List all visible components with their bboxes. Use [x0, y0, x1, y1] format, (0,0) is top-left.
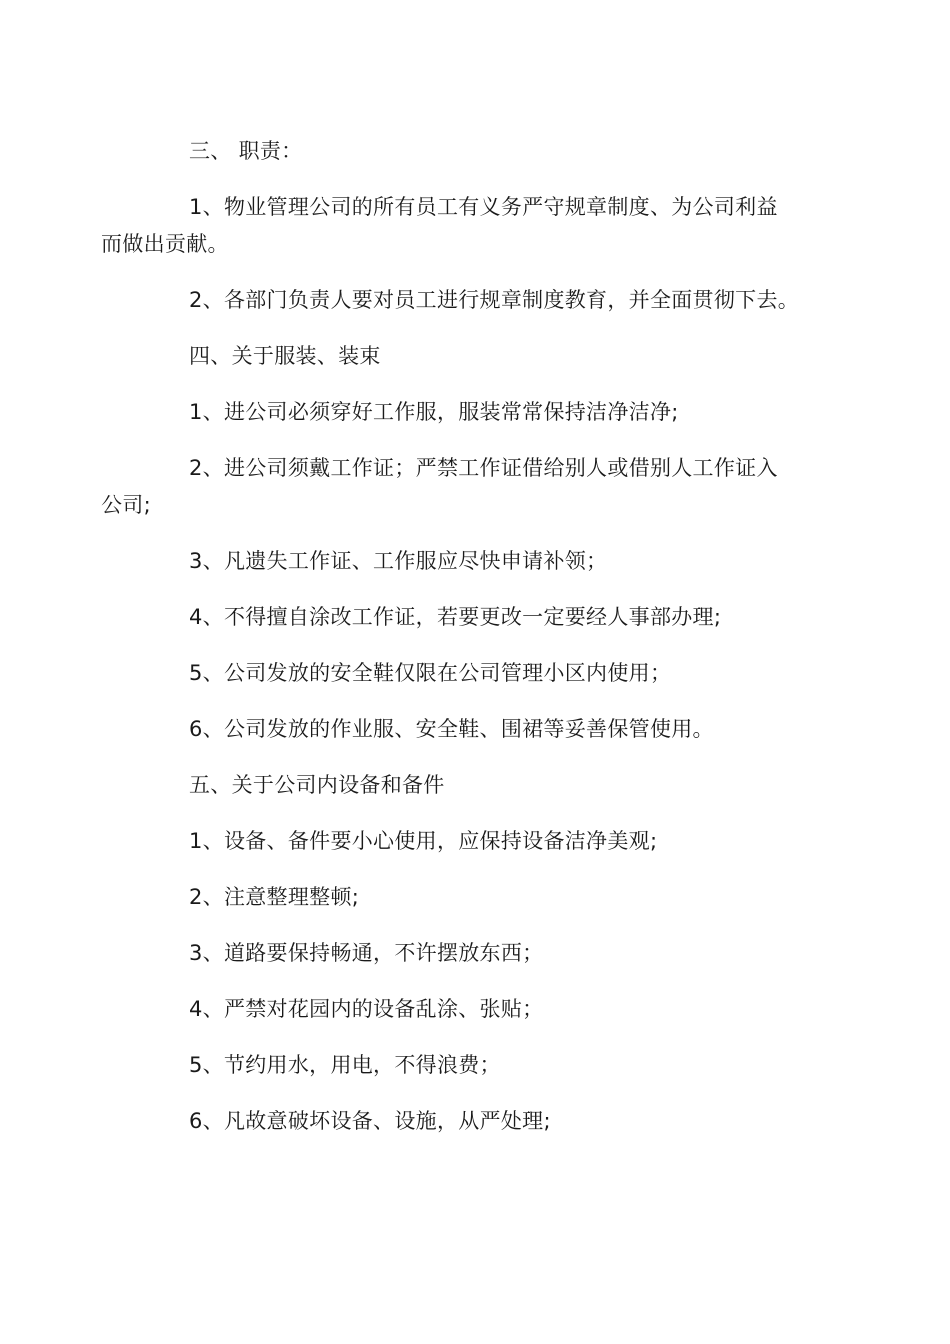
paragraph: [145, 599, 815, 636]
paragraph-line: 1、物业管理公司的所有员工有义务严守规章制度、为公司利益: [189, 195, 778, 219]
paragraph-line: 2、注意整理整顿;: [189, 885, 360, 909]
section-heading-responsibilities: [145, 133, 815, 170]
paragraph: [145, 1047, 815, 1084]
paragraph-line: 3、道路要保持畅通，不许摆放东西；: [189, 941, 544, 965]
section-heading-clothing: [145, 338, 815, 375]
paragraph: [145, 282, 815, 319]
paragraph-line: 1、设备、备件要小心使用，应保持设备洁净美观;: [189, 829, 658, 853]
paragraph-line: 四、关于服装、装束: [189, 344, 381, 368]
paragraph: [101, 189, 815, 263]
paragraph-line: 2、进公司须戴工作证；严禁工作证借给别人或借别人工作证入: [189, 456, 778, 480]
paragraph-line: 1、进公司必须穿好工作服，服装常常保持洁净洁净;: [189, 400, 679, 424]
paragraph-line: 五、关于公司内设备和备件: [189, 773, 445, 797]
section-heading-equipment: [145, 767, 815, 804]
paragraph-line: 4、不得擅自涂改工作证，若要更改一定要经人事部办理;: [189, 605, 722, 629]
paragraph: [145, 1103, 815, 1140]
paragraph-line: 3、凡遗失工作证、工作服应尽快申请补领；: [189, 549, 608, 573]
paragraph-line: 5、节约用水，用电，不得浪费；: [189, 1053, 501, 1077]
paragraph-line: 三、 职责：: [189, 139, 303, 163]
paragraph-line: 4、严禁对花园内的设备乱涂、张贴；: [189, 997, 544, 1021]
paragraph: [145, 991, 815, 1028]
paragraph: [145, 655, 815, 692]
paragraph-line: 而做出贡献。: [101, 232, 229, 256]
paragraph: [145, 879, 815, 916]
paragraph: [145, 543, 815, 580]
paragraph: [101, 450, 815, 524]
paragraph-line: 2、各部门负责人要对员工进行规章制度教育，并全面贯彻下去。: [189, 288, 800, 312]
document-body: [101, 133, 815, 1159]
paragraph: [145, 935, 815, 972]
paragraph: [145, 394, 815, 431]
paragraph: [145, 823, 815, 860]
paragraph: [145, 711, 815, 748]
paragraph-line: 6、凡故意破坏设备、设施，从严处理;: [189, 1109, 551, 1133]
paragraph-line: 6、公司发放的作业服、安全鞋、围裙等妥善保管使用。: [189, 717, 714, 741]
paragraph-line: 公司;: [101, 493, 151, 517]
paragraph-line: 5、公司发放的安全鞋仅限在公司管理小区内使用；: [189, 661, 672, 685]
